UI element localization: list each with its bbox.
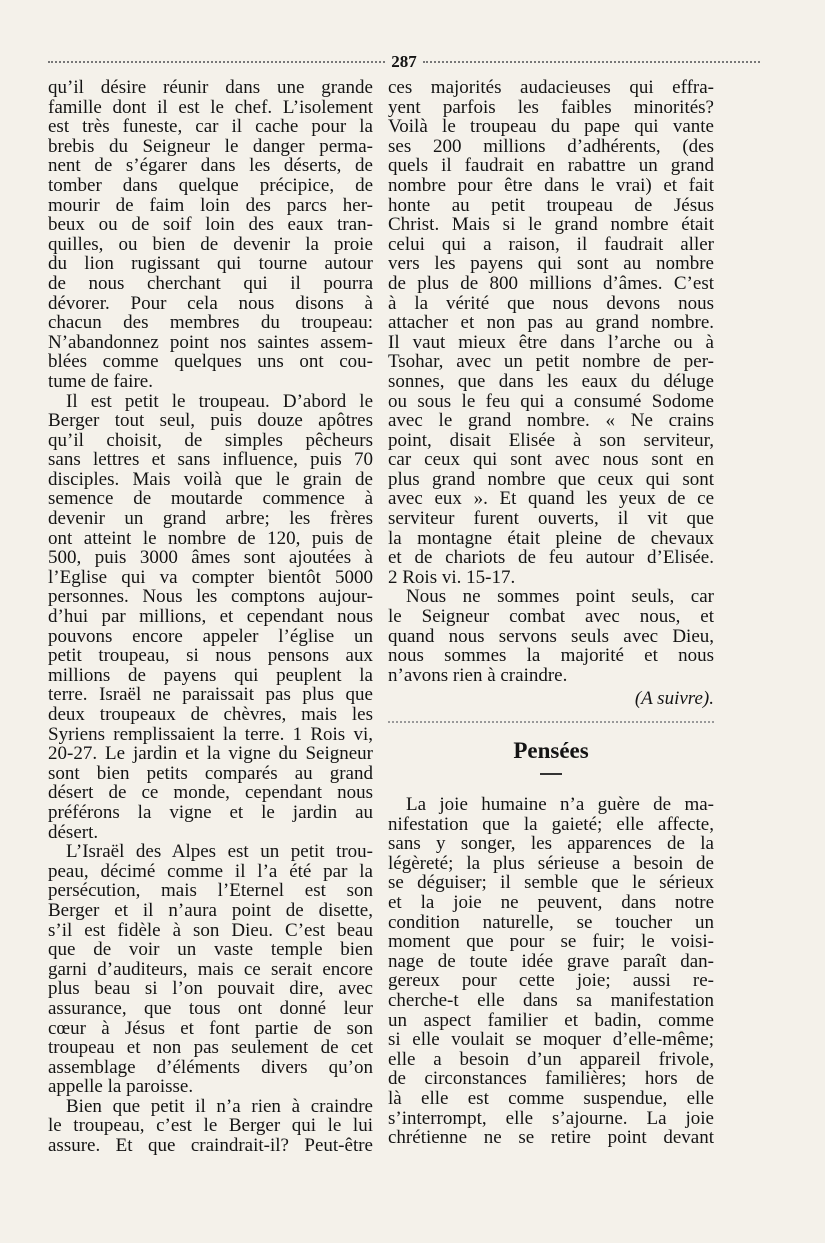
text-line: semence de moutarde commence à	[48, 489, 373, 510]
header-rule-left	[48, 61, 385, 63]
text-line: Il est petit le troupeau. D’abord le	[66, 391, 373, 412]
text-line: attacher et non pas au grand nombre.	[388, 313, 714, 333]
text-line: sont bien petits comparés au grand	[48, 763, 373, 784]
text-line: tume de faire.	[48, 371, 153, 392]
text-line: nifestation que la gaieté; elle affecte,	[388, 814, 714, 835]
text-line: 500, puis 3000 âmes sont ajoutées à	[48, 548, 373, 568]
text-line: légèreté; la plus sérieuse a besoin de	[388, 853, 714, 874]
text-line: 20-27. Le jardin et la vigne du Seigneur	[48, 744, 373, 764]
text-line: assure. Et que craindrait-il? Peut-être	[48, 1136, 373, 1156]
pensees-article	[388, 795, 714, 1148]
text-line: ou sous le feu qui a consumé Sodome	[388, 391, 714, 412]
text-line: serviteur furent ouverts, il vit que	[388, 509, 714, 529]
text-line: Bien que petit il n’a rien à craindre	[66, 1096, 373, 1117]
text-line: appelle la paroisse.	[48, 1077, 194, 1097]
text-line: gereux pour cette joie; aussi re-	[388, 971, 714, 991]
text-line: l’Eglise qui va compter bientôt 5000	[48, 567, 373, 588]
text-line: petit troupeau, si nous pensons aux	[48, 646, 373, 666]
text-line: s’il est fidèle à son Dieu. C’est beau	[48, 920, 373, 941]
text-line: L’Israël des Alpes est un petit trou-	[66, 842, 373, 862]
text-line: Berger et il n’aura point de disette,	[48, 900, 373, 921]
text-line: du lion rugissant qui tourne autour	[48, 254, 373, 274]
text-line: Syriens remplissaient la terre. 1 Rois vi,	[48, 724, 373, 745]
text-line: La joie humaine n’a guère de ma-	[406, 795, 714, 815]
text-line: d’hui par millions, et cependant nous	[48, 607, 373, 627]
text-line: nage de toute idée grave paraît dan-	[388, 951, 714, 972]
text-line: nent de s’égarer dans les déserts, de	[48, 156, 373, 176]
text-line: blées comme quelques uns ont cou-	[48, 352, 373, 372]
text-line: de plus de 800 millions d’âmes. C’est	[388, 273, 714, 294]
page-header	[48, 50, 760, 74]
article-continuation	[388, 78, 714, 685]
text-line: pouvons encore appeler l’église un	[48, 626, 373, 647]
text-line: elle a besoin d’un appareil frivole,	[388, 1049, 714, 1070]
text-line: que de voir un vaste temple bien	[48, 940, 373, 960]
text-line: un aspect familier et badin, comme	[388, 1010, 714, 1031]
text-line: sonnes, que dans les eaux du déluge	[388, 371, 714, 392]
text-line: nombre pour être dans le vrai) et fait	[388, 175, 714, 196]
text-line: cherche-t elle dans sa manifestation	[388, 990, 714, 1011]
text-line: honte au petit troupeau de Jésus	[388, 195, 714, 216]
text-line: Voilà le troupeau du pape qui vante	[388, 117, 714, 137]
text-line: condition naturelle, se toucher un	[388, 912, 714, 933]
text-line: moment que pour se fuir; le voisi-	[388, 932, 714, 952]
text-line: la montagne était pleine de chevaux	[388, 528, 714, 549]
text-line: point, disait Elisée à son serviteur,	[388, 430, 714, 451]
text-line: devenir un grand arbre; les frères	[48, 509, 373, 529]
text-line: désert.	[48, 822, 99, 843]
text-line: brebis du Seigneur le danger perma-	[48, 136, 373, 157]
text-line: ses 200 millions d’adhérents, (des	[388, 136, 714, 157]
text-line: sans y songer, les apparences de la	[388, 834, 714, 854]
left-column	[48, 78, 373, 1156]
text-line: Il vaut mieux être dans l’arche ou à	[388, 332, 714, 353]
to-be-continued: (A suivre).	[634, 688, 714, 710]
text-line: Berger tout seul, puis douze apôtres	[48, 411, 373, 431]
text-line: s’interrompt, elle s’ajourne. La joie	[388, 1108, 714, 1129]
text-line: et la joie ne peuvent, dans notre	[388, 892, 714, 913]
text-line: qu’il désire réunir dans une grande	[48, 78, 373, 98]
text-line: assemblage d’éléments divers qu’on	[48, 1057, 373, 1078]
section-divider	[388, 721, 714, 723]
text-line: persécution, mais l’Eternel est son	[48, 881, 373, 901]
text-line: yent parfois les faibles minorités?	[388, 97, 714, 118]
text-line: si elle voulait se moquer d’elle-même;	[388, 1030, 714, 1050]
text-line: quand nous servons seuls avec Dieu,	[388, 626, 714, 647]
section-title: Pensées	[513, 738, 589, 763]
text-line: plus beau si l’on pouvait dire, avec	[48, 979, 373, 999]
text-line: N’abandonnez point nos saintes assem-	[48, 332, 373, 353]
text-line: troupeau et non pas seulement de cet	[48, 1038, 373, 1058]
text-line: là elle est comme suspendue, elle	[388, 1088, 714, 1109]
text-line: Nous ne sommes point seuls, car	[406, 587, 714, 608]
text-line: 2 Rois vi. 15-17.	[388, 567, 516, 588]
text-line: beux ou de soif loin des eaux tran-	[48, 215, 373, 235]
text-line: à la vérité que nous devons nous	[388, 293, 714, 314]
text-line: disciples. Mais voilà que le grain de	[48, 469, 373, 490]
text-line: désert de ce monde, cependant nous	[48, 783, 373, 803]
text-line: chrétienne ne se retire point devant	[388, 1128, 714, 1148]
text-line: et de chariots de feu autour d’Elisée.	[388, 548, 714, 568]
title-ornament	[540, 773, 562, 775]
text-line: chacun des membres du troupeau:	[48, 313, 373, 333]
text-line: ont atteint le nombre de 120, puis de	[48, 528, 373, 549]
text-line: vers les payens qui sont au nombre	[388, 254, 714, 274]
text-line: personnes. Nous les comptons aujour-	[48, 587, 373, 608]
text-line: mourir de faim loin des parcs her-	[48, 195, 373, 216]
text-line: garni d’auditeurs, mais ce serait encore	[48, 959, 373, 980]
text-line: car ceux qui sont avec nous sont en	[388, 450, 714, 470]
text-line: quels il faudrait en rabattre un grand	[388, 156, 714, 176]
text-line: tomber dans quelque précipice, de	[48, 175, 373, 196]
text-line: de circonstances familières; hors de	[388, 1069, 714, 1089]
text-line: de nous cherchant qui il pourra	[48, 273, 373, 294]
text-line: nous sommes la majorité et nous	[388, 646, 714, 666]
text-line: Christ. Mais si le grand nombre était	[388, 215, 714, 235]
text-line: assurance, que tous ont donné leur	[48, 998, 373, 1019]
right-column	[388, 78, 714, 1148]
text-line: le troupeau, c’est le Berger qui le lui	[48, 1116, 373, 1137]
text-line: sans lettres et sans influence, puis 70	[48, 450, 373, 470]
text-line: se déguiser; il semble que le sérieux	[388, 873, 714, 893]
text-line: cœur à Jésus et font partie de son	[48, 1018, 373, 1039]
text-line: millions de payens qui peuplent la	[48, 665, 373, 686]
text-line: terre. Israël ne paraissait pas plus que	[48, 685, 373, 705]
text-line: n’avons rien à craindre.	[388, 665, 568, 686]
text-line: deux troupeaux de chèvres, mais les	[48, 705, 373, 725]
text-line: quilles, ou bien de devenir la proie	[48, 234, 373, 255]
text-line: famille dont il est le chef. L’isolement	[48, 97, 373, 118]
text-line: peau, décimé comme il l’a été par la	[48, 861, 373, 882]
header-rule-right	[423, 61, 760, 63]
text-line: avec eux ». Et quand les yeux de ce	[388, 489, 714, 510]
text-line: avec le grand nombre. « Ne crains	[388, 411, 714, 431]
text-line: qu’il choisit, de simples pêcheurs	[48, 430, 373, 451]
text-line: préférons la vigne et le jardin au	[48, 802, 373, 823]
text-line: dévorer. Pour cela nous disons à	[48, 293, 373, 314]
page-number: 287	[391, 52, 417, 71]
text-line: plus grand nombre que ceux qui sont	[388, 469, 714, 490]
text-line: le Seigneur combat avec nous, et	[388, 607, 714, 627]
text-line: est très funeste, car il cache pour la	[48, 117, 373, 137]
text-line: celui qui a raison, il faudrait aller	[388, 234, 714, 255]
text-line: Tsohar, avec un petit nombre de per-	[388, 352, 714, 372]
text-line: ces majorités audacieuses qui effra-	[388, 78, 714, 98]
